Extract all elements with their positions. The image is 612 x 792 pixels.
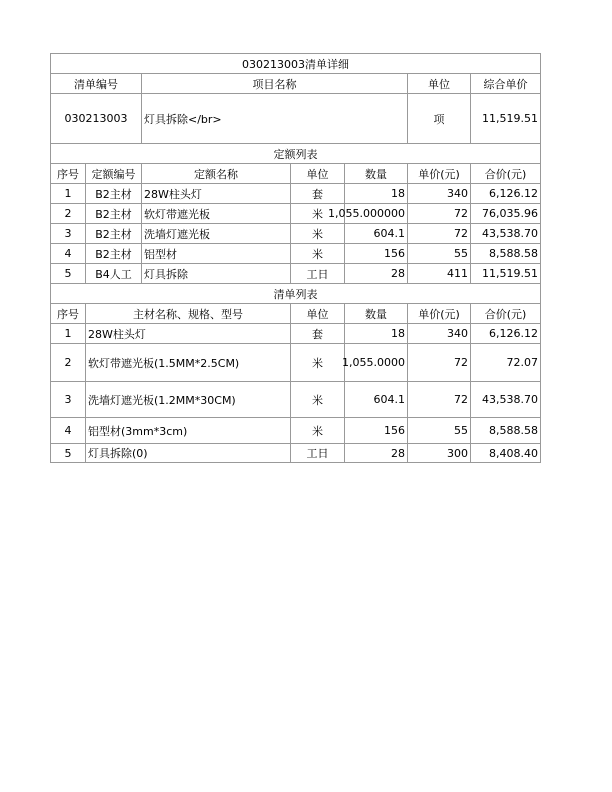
quota-cell-price: 55 [407, 244, 470, 263]
quota-cell-total: 76,035.96 [470, 204, 541, 223]
list-col-seq: 序号 [50, 304, 85, 323]
list-cell-seq: 3 [50, 382, 85, 417]
quota-cell-name: 28W柱头灯 [141, 184, 290, 203]
list-cell-name: 28W柱头灯 [85, 324, 290, 343]
quota-cell-seq: 5 [50, 264, 85, 283]
quota-col-seq: 序号 [50, 164, 85, 183]
list-row [50, 323, 541, 343]
list-cell-name: 软灯带遮光板(1.5MM*2.5CM) [85, 344, 290, 381]
list-col-qty: 数量 [344, 304, 407, 323]
quota-cell-name: 软灯带遮光板 [141, 204, 290, 223]
quota-cell-code: B2主材 [85, 184, 141, 203]
header-unit: 单位 [407, 74, 470, 93]
list-cell-qty: 28 [344, 444, 407, 462]
quota-section-row [50, 143, 541, 163]
quota-cell-total: 8,588.58 [470, 244, 541, 263]
list-cell-price: 72 [407, 382, 470, 417]
list-cell-unit: 工日 [290, 444, 344, 462]
quota-header-row [50, 163, 541, 183]
item-name: 灯具拆除</br> [141, 94, 407, 143]
quota-cell-qty: 18 [344, 184, 407, 203]
quota-cell-unit: 套 [290, 184, 344, 203]
list-cell-price: 72 [407, 344, 470, 381]
list-cell-name: 灯具拆除(0) [85, 444, 290, 462]
bill-detail-sheet [50, 53, 541, 463]
quota-col-qty: 数量 [344, 164, 407, 183]
list-cell-unit: 套 [290, 324, 344, 343]
quota-row [50, 223, 541, 243]
list-cell-qty: 1,055.0000 [344, 344, 407, 381]
item-code: 030213003 [50, 94, 141, 143]
header-name: 项目名称 [141, 74, 407, 93]
quota-col-name: 定额名称 [141, 164, 290, 183]
quota-cell-total: 6,126.12 [470, 184, 541, 203]
list-header-row [50, 303, 541, 323]
list-cell-seq: 2 [50, 344, 85, 381]
quota-row [50, 243, 541, 263]
quota-col-code: 定额编号 [85, 164, 141, 183]
list-cell-unit: 米 [290, 344, 344, 381]
quota-cell-price: 411 [407, 264, 470, 283]
quota-cell-qty: 1,055.000000 [344, 204, 407, 223]
list-row [50, 443, 541, 463]
quota-section-title: 定额列表 [50, 144, 541, 163]
item-header-row [50, 73, 541, 93]
quota-cell-seq: 1 [50, 184, 85, 203]
quota-cell-total: 43,538.70 [470, 224, 541, 243]
list-cell-seq: 1 [50, 324, 85, 343]
list-cell-unit: 米 [290, 418, 344, 443]
quota-cell-name: 铝型材 [141, 244, 290, 263]
quota-cell-unit: 米 [290, 244, 344, 263]
list-cell-total: 8,588.58 [470, 418, 541, 443]
quota-cell-seq: 3 [50, 224, 85, 243]
header-code: 清单编号 [50, 74, 141, 93]
quota-col-unit: 单位 [290, 164, 344, 183]
item-price: 11,519.51 [470, 94, 541, 143]
quota-row [50, 183, 541, 203]
list-col-price: 单价(元) [407, 304, 470, 323]
quota-cell-unit: 工日 [290, 264, 344, 283]
list-cell-price: 300 [407, 444, 470, 462]
list-cell-total: 6,126.12 [470, 324, 541, 343]
quota-cell-code: B4人工 [85, 264, 141, 283]
quota-cell-name: 洗墙灯遮光板 [141, 224, 290, 243]
quota-cell-unit: 米 [290, 204, 344, 223]
list-cell-qty: 604.1 [344, 382, 407, 417]
list-row [50, 343, 541, 381]
list-cell-qty: 18 [344, 324, 407, 343]
list-cell-qty: 156 [344, 418, 407, 443]
list-row [50, 381, 541, 417]
item-row [50, 93, 541, 143]
quota-cell-name: 灯具拆除 [141, 264, 290, 283]
list-cell-price: 340 [407, 324, 470, 343]
quota-cell-code: B2主材 [85, 224, 141, 243]
list-cell-price: 55 [407, 418, 470, 443]
quota-cell-qty: 156 [344, 244, 407, 263]
quota-col-total: 合价(元) [470, 164, 541, 183]
list-cell-name: 铝型材(3mm*3cm) [85, 418, 290, 443]
list-row [50, 417, 541, 443]
list-cell-total: 43,538.70 [470, 382, 541, 417]
list-col-name: 主材名称、规格、型号 [85, 304, 290, 323]
list-cell-name: 洗墙灯遮光板(1.2MM*30CM) [85, 382, 290, 417]
quota-cell-total: 11,519.51 [470, 264, 541, 283]
quota-col-price: 单价(元) [407, 164, 470, 183]
quota-cell-price: 340 [407, 184, 470, 203]
title-row [50, 53, 541, 73]
quota-cell-seq: 4 [50, 244, 85, 263]
list-cell-total: 72.07 [470, 344, 541, 381]
item-unit: 项 [407, 94, 470, 143]
quota-cell-unit: 米 [290, 224, 344, 243]
quota-cell-code: B2主材 [85, 244, 141, 263]
quota-cell-qty: 604.1 [344, 224, 407, 243]
quota-row [50, 203, 541, 223]
sheet-title: 030213003清单详细 [50, 54, 541, 73]
list-col-total: 合价(元) [470, 304, 541, 323]
list-cell-total: 8,408.40 [470, 444, 541, 462]
quota-cell-price: 72 [407, 224, 470, 243]
quota-row [50, 263, 541, 283]
list-section-title: 清单列表 [50, 284, 541, 303]
quota-cell-code: B2主材 [85, 204, 141, 223]
list-col-unit: 单位 [290, 304, 344, 323]
list-section-row [50, 283, 541, 303]
list-cell-unit: 米 [290, 382, 344, 417]
quota-cell-qty: 28 [344, 264, 407, 283]
list-cell-seq: 4 [50, 418, 85, 443]
list-cell-seq: 5 [50, 444, 85, 462]
quota-cell-price: 72 [407, 204, 470, 223]
header-price: 综合单价 [470, 74, 541, 93]
quota-cell-seq: 2 [50, 204, 85, 223]
